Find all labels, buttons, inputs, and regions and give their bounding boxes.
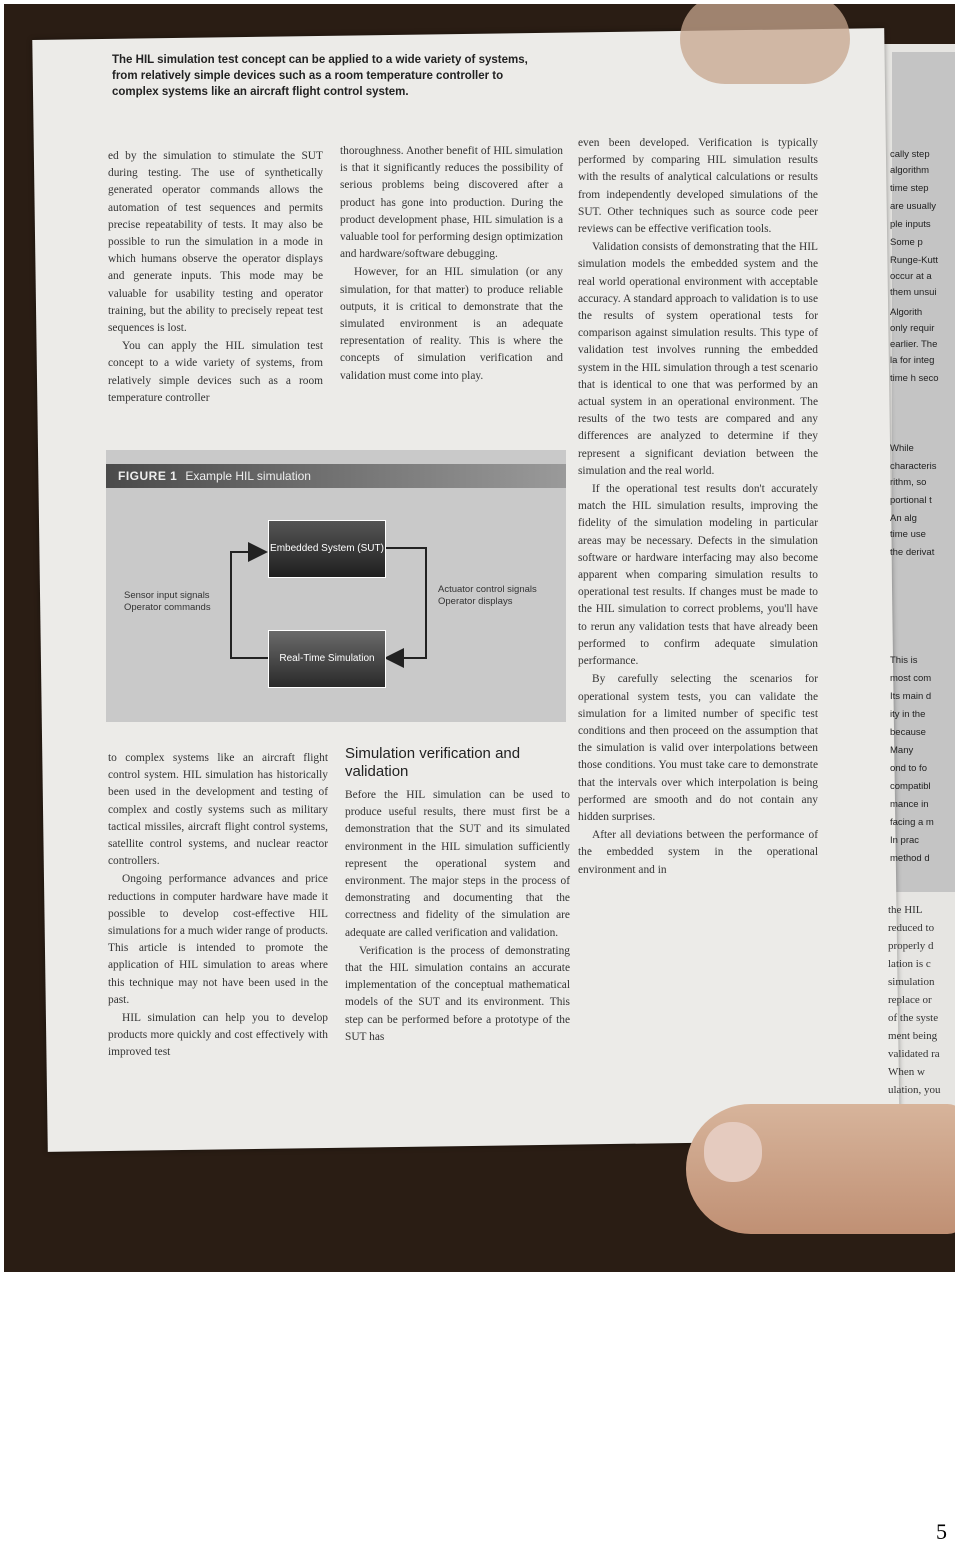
- paragraph: ed by the simulation to stimulate the SUT during testing. The use of synthetically generated operator commands allows the automation of test sequences and permits precise repeatability of tests. It may also be possible to run the simulation in a mode in which humans observe the operator displays and generate inputs. This mode may be valuable for usability testing and operator training, but the ability to precisely repeat test sequences is lost.: [108, 150, 323, 335]
- embedded-system-box: Embedded System (SUT): [268, 520, 386, 578]
- sidebar-line: characteris: [890, 461, 937, 472]
- figure-title: Example HIL simulation: [185, 469, 311, 483]
- sidebar-line: facing a m: [890, 817, 934, 828]
- sidebar-line: Runge-Kutt: [890, 255, 939, 266]
- sidebar-line: portional t: [890, 495, 932, 506]
- label-operator-commands: Operator commands: [124, 602, 211, 613]
- sidebar-line: This is: [890, 655, 918, 666]
- sidebar-line: because: [890, 727, 926, 738]
- sidebar-line: time h seco: [890, 373, 939, 384]
- label-sensor-input: Sensor input signals: [124, 590, 210, 601]
- real-time-simulation-box: Real-Time Simulation: [268, 630, 386, 688]
- sidebar-line: most com: [890, 673, 932, 684]
- paragraph: By carefully selecting the scenarios for operational system tests, you can validate the simulation for a limited number of specific test conditions and then proceed on the assumption that the simulation is valid over interpolations between those conditions. You must take care to demonstrate that the intervals over which interpolation is being performed are smooth and do not contain any hidden surprises.: [578, 673, 818, 823]
- next-page-line: of the syste: [888, 1012, 939, 1024]
- sidebar-line: ond to fo: [890, 763, 927, 774]
- sidebar-line: the derivat: [890, 547, 935, 558]
- next-page-line: simulation: [888, 976, 935, 988]
- next-page-line: ment being: [888, 1030, 938, 1042]
- loop-arrow-right: [384, 548, 426, 658]
- thumb-top: [680, 4, 850, 84]
- column-3: [578, 135, 818, 880]
- thumbnail-nail: [704, 1122, 762, 1182]
- sidebar-line: only requir: [890, 323, 935, 334]
- next-page-line: the HIL: [888, 904, 923, 916]
- sidebar-line: An alg: [890, 513, 917, 524]
- next-page-line: ulation, you: [888, 1084, 941, 1096]
- paragraph: However, for an HIL simulation (or any simulation, for that matter) to produce reliable outputs, it is critical to demonstrate that the simulated environment is an adequate representation of reality. This is where the concepts of simulation verification and validation must come into play.: [340, 266, 563, 382]
- next-page-line: reduced to: [888, 922, 935, 934]
- figure-label: FIGURE 1: [118, 469, 178, 483]
- pull-quote: The HIL simulation test concept can be applied to a wide variety of systems, from relatively simple devices such as a room temperature controller to complex systems like an aircraft flight control system.: [112, 54, 528, 98]
- paragraph: You can apply the HIL simulation test concept to a wide variety of systems, from relatively simple devices such as a room temperature controller: [108, 340, 323, 404]
- sidebar-line: Some p: [890, 237, 923, 248]
- column-1-bottom: [108, 750, 328, 1063]
- sidebar-line: earlier. The: [890, 339, 938, 350]
- column-2-bottom: [345, 745, 570, 1047]
- label-operator-displays: Operator displays: [438, 596, 513, 607]
- next-page-line: replace or: [888, 994, 932, 1006]
- sidebar-line: Many: [890, 745, 914, 756]
- sidebar-line: mance in: [890, 799, 929, 810]
- sidebar-line: time use: [890, 529, 926, 540]
- label-actuator-control: Actuator control signals: [438, 584, 537, 595]
- next-page-line: validated ra: [888, 1048, 940, 1060]
- sidebar-line: ity in the: [890, 709, 926, 720]
- paragraph: HIL simulation can help you to develop products more quickly and cost effectively with improved test: [108, 1012, 328, 1059]
- sidebar-line: ple inputs: [890, 219, 931, 230]
- next-page-line: lation is c: [888, 958, 931, 970]
- column-1-top: [108, 148, 323, 408]
- figure-1: [106, 450, 566, 722]
- sidebar-line: algorithm: [890, 165, 930, 176]
- sidebar-line: Algorith: [890, 307, 923, 318]
- sidebar-line: rithm, so: [890, 477, 927, 488]
- sidebar-line: la for integ: [890, 355, 935, 366]
- paragraph: Verification is the process of demonstrating that the HIL simulation contains an accurate implementation of the conceptual mathematical models of the SUT and its environment. This step can be performed before a prototype of the SUT has: [345, 944, 570, 1043]
- next-page-line: When w: [888, 1066, 925, 1078]
- paragraph: to complex systems like an aircraft flight control system. HIL simulation has historically been used in the development and testing of complex and costly systems such as military tactical missiles, aircraft flight control systems, satellite control systems, and nuclear reactor controllers.: [108, 752, 328, 868]
- sidebar-line: method d: [890, 853, 930, 864]
- sidebar-line: compatibl: [890, 781, 931, 792]
- loop-arrow-left: [231, 552, 268, 658]
- column-2-top: [340, 143, 563, 386]
- sidebar-line: occur at a: [890, 271, 932, 282]
- paragraph: After all deviations between the performance of the embedded system in the operational environment and in: [578, 829, 818, 876]
- paragraph: If the operational test results don't accurately match the HIL simulation results, improving the fidelity of the simulation modeling in particular areas may be necessary. Defects in the simulation software or hardware interfacing may also become apparent when comparing simulation results to operational test results. If changes must be made to the HIL simulation to correct problems, you'll have to rerun any validation tests that have already been performed to confirm adequate simulation performance.: [578, 483, 818, 668]
- paragraph: Before the HIL simulation can be used to produce useful results, there must first be a demonstration that the SUT and its simulated environment in the HIL simulation sufficiently represent the operational system and environment. The major steps in the process of demonstrating and documenting that the correctness and fidelity of the simulation are adequate are called verification and validation.: [345, 789, 570, 939]
- sidebar-line: While: [890, 443, 914, 454]
- sidebar-line: cally step: [890, 149, 930, 160]
- page-number: 5: [936, 1519, 947, 1544]
- paragraph: Validation consists of demonstrating that the HIL simulation models the embedded system and the real world operational environment with acceptable accuracy. A standard approach to validation is to use the results of system operational tests for comparison against simulation results. This type of validation test involves running the embedded system in the HIL simulation through a test scenario that is identical to one that was performed by an actual system in an operational environment. The results of the two tests are compared and any differences are analyzed to determine if they represent a significant deviation between the simulation and the real world.: [578, 241, 818, 477]
- paragraph: Ongoing performance advances and price reductions in computer hardware have made it possible to develop cost-effective HIL simulations for a much wider range of products. This article is intended to promote the application of HIL simulation to areas where this technique may not have been used in the past.: [108, 873, 328, 1006]
- sidebar-line: them unsui: [890, 287, 937, 298]
- sidebar-line: Its main d: [890, 691, 932, 702]
- paragraph: thoroughness. Another benefit of HIL simulation is that it significantly reduces the possibility of serious problems being discovered after a product has gone into production. During the product development phase, HIL simulation is a valuable tool for performing design optimization and hardware/software debugging.: [340, 145, 563, 261]
- section-heading: Simulation verification and validation: [345, 745, 521, 780]
- paragraph: even been developed. Verification is typically performed by comparing HIL simulation results with the results of analytical calculations or results from independently developed simulations of the SUT. Other techniques such as source code peer reviews can be effective verification tools.: [578, 137, 818, 236]
- sidebar-line: In prac: [890, 835, 920, 846]
- sidebar-line: time step: [890, 183, 929, 194]
- next-page-line: properly d: [888, 940, 934, 952]
- sidebar-line: are usually: [890, 201, 936, 212]
